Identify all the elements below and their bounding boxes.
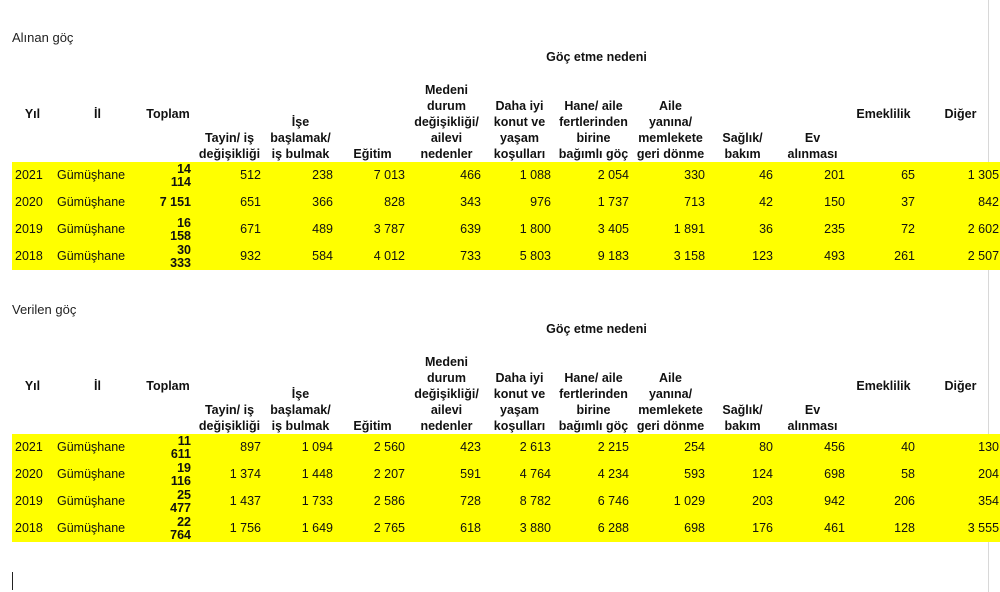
cell-aile: 330	[684, 168, 706, 182]
cell-tayin: 932	[240, 249, 261, 263]
cell-medeni: 728	[460, 494, 481, 508]
cell-medeni: 618	[460, 521, 481, 535]
cell-egitim: 3 787	[373, 222, 405, 236]
table-row	[12, 461, 1000, 488]
cell-hane: 6 746	[597, 494, 629, 508]
cell-diger: 2 602	[967, 222, 1000, 236]
col-il: İl	[94, 379, 101, 393]
cell-toplam: 16 158	[170, 215, 191, 243]
cell-hane: 6 288	[597, 521, 629, 535]
cell-daha: 1 800	[519, 222, 551, 236]
cell-ise: 366	[312, 195, 333, 209]
cell-daha: 1 088	[519, 168, 551, 182]
text-cursor	[12, 572, 13, 590]
cell-yil: 2020	[15, 467, 43, 481]
cell-daha: 3 880	[519, 521, 551, 535]
cell-saglik: 46	[759, 168, 774, 182]
cell-aile: 254	[684, 440, 706, 454]
col-yil: Yıl	[24, 379, 41, 393]
cell-emeklilik: 58	[901, 467, 916, 481]
alinan-goc-table	[12, 48, 1000, 270]
cell-diger: 130	[978, 440, 1000, 454]
cell-tayin: 1 756	[229, 521, 261, 535]
cell-egitim: 7 013	[373, 168, 405, 182]
cell-aile: 3 158	[673, 249, 706, 263]
table-row	[12, 189, 1000, 216]
cell-hane: 4 234	[597, 467, 629, 481]
col-yil: Yıl	[24, 107, 41, 121]
col-daha: Daha iyi konut ve yaşam koşulları	[493, 99, 546, 161]
col-tayin: Tayin/ iş değişikliği	[198, 403, 261, 433]
cell-diger: 1 305	[967, 168, 1000, 182]
cell-toplam: 22 764	[170, 514, 191, 542]
table-row	[12, 488, 1000, 515]
col-emeklilik: Emeklilik	[856, 107, 911, 121]
col-egitim: Eğitim	[353, 419, 392, 433]
cell-yil: 2019	[15, 222, 43, 236]
cell-emeklilik: 65	[901, 168, 916, 182]
col-ev: Ev alınması	[787, 403, 838, 433]
cell-medeni: 639	[460, 222, 481, 236]
cell-medeni: 733	[460, 249, 481, 263]
col-hane: Hane/ aile fertlerinden birine bağımlı göç	[558, 99, 629, 161]
header-row-group	[12, 48, 1000, 66]
cell-emeklilik: 40	[901, 440, 916, 454]
cell-yil: 2018	[15, 249, 43, 263]
col-tayin: Tayin/ iş değişikliği	[198, 131, 261, 161]
alinan-goc-section	[12, 28, 1000, 270]
cell-ise: 1 448	[301, 467, 333, 481]
cell-ev: 493	[824, 249, 846, 263]
cell-hane: 2 215	[597, 440, 629, 454]
cell-ise: 1 649	[301, 521, 333, 535]
cell-tayin: 1 374	[229, 467, 261, 481]
cell-yil: 2019	[15, 494, 43, 508]
col-ise: İşe başlamak/ iş bulmak	[270, 387, 331, 433]
cell-ise: 1 733	[301, 494, 333, 508]
col-ev: Ev alınması	[787, 131, 838, 161]
cell-tayin: 1 437	[229, 494, 261, 508]
cell-tayin: 671	[240, 222, 261, 236]
col-diger: Diğer	[944, 107, 977, 121]
cell-hane: 2 054	[597, 168, 629, 182]
cell-hane: 9 183	[597, 249, 629, 263]
cell-saglik: 176	[752, 521, 774, 535]
table-row	[12, 216, 1000, 243]
alinan-goc-caption: Alınan göç	[12, 30, 74, 45]
cell-saglik: 203	[752, 494, 774, 508]
cell-ise: 238	[312, 168, 333, 182]
cell-il: Gümüşhane	[57, 222, 126, 236]
cell-tayin: 897	[240, 440, 261, 454]
cell-egitim: 2 586	[373, 494, 405, 508]
cell-il: Gümüşhane	[57, 249, 126, 263]
cell-saglik: 80	[759, 440, 774, 454]
cell-ev: 201	[824, 168, 846, 182]
header-row	[12, 338, 1000, 434]
cell-egitim: 828	[384, 195, 405, 209]
table-row	[12, 162, 1000, 189]
cell-egitim: 2 560	[373, 440, 405, 454]
cell-daha: 5 803	[519, 249, 551, 263]
cell-diger: 842	[978, 195, 1000, 209]
header-row	[12, 66, 1000, 162]
cell-hane: 3 405	[597, 222, 629, 236]
table-row	[12, 434, 1000, 461]
cell-il: Gümüşhane	[57, 494, 126, 508]
cell-yil: 2018	[15, 521, 43, 535]
cell-saglik: 36	[759, 222, 774, 236]
col-aile: Aile yanına/ memlekete geri dönme	[636, 99, 705, 161]
cell-daha: 2 613	[519, 440, 551, 454]
cell-ise: 489	[312, 222, 333, 236]
cell-toplam: 11 611	[170, 433, 191, 461]
header-row-group	[12, 320, 1000, 338]
cell-ev: 942	[824, 494, 846, 508]
cell-toplam: 7 151	[159, 195, 191, 209]
cell-aile: 698	[684, 521, 706, 535]
cell-emeklilik: 261	[894, 249, 916, 263]
cell-ise: 584	[312, 249, 333, 263]
verilen-goc-caption: Verilen göç	[12, 302, 77, 317]
cell-il: Gümüşhane	[57, 467, 126, 481]
cell-saglik: 42	[759, 195, 774, 209]
cell-il: Gümüşhane	[57, 195, 126, 209]
cell-toplam: 19 116	[170, 460, 191, 488]
cell-hane: 1 737	[597, 195, 629, 209]
table-row	[12, 515, 1000, 542]
cell-diger: 354	[978, 494, 1000, 508]
cell-toplam: 25 477	[170, 487, 191, 515]
cell-ev: 461	[824, 521, 846, 535]
cell-ev: 456	[824, 440, 846, 454]
cell-daha: 4 764	[519, 467, 551, 481]
col-saglik: Sağlık/ bakım	[722, 131, 763, 161]
cell-il: Gümüşhane	[57, 440, 126, 454]
cell-yil: 2021	[15, 168, 43, 182]
col-saglik: Sağlık/ bakım	[722, 403, 763, 433]
cell-il: Gümüşhane	[57, 168, 126, 182]
cell-aile: 593	[684, 467, 706, 481]
cell-egitim: 2 765	[373, 521, 405, 535]
verilen-goc-table	[12, 320, 1000, 542]
cell-emeklilik: 37	[901, 195, 916, 209]
cell-daha: 976	[530, 195, 551, 209]
table-row	[12, 243, 1000, 270]
cell-saglik: 123	[752, 249, 774, 263]
cell-toplam: 30 333	[170, 242, 191, 270]
cell-medeni: 423	[460, 440, 481, 454]
cell-toplam: 14 114	[170, 161, 191, 189]
cell-aile: 1 891	[673, 222, 706, 236]
cell-tayin: 512	[240, 168, 261, 182]
col-toplam: Toplam	[146, 379, 190, 393]
cell-ev: 698	[824, 467, 846, 481]
col-egitim: Eğitim	[353, 147, 392, 161]
col-emeklilik: Emeklilik	[856, 379, 911, 393]
cell-medeni: 466	[460, 168, 481, 182]
cell-yil: 2020	[15, 195, 43, 209]
cell-diger: 3 555	[967, 521, 1000, 535]
col-medeni: Medeni durum değişikliği/ ailevi nedenler	[414, 355, 479, 433]
cell-egitim: 2 207	[373, 467, 405, 481]
cell-ev: 235	[824, 222, 846, 236]
cell-tayin: 651	[240, 195, 261, 209]
col-medeni: Medeni durum değişikliği/ ailevi nedenler	[414, 83, 479, 161]
cell-daha: 8 782	[519, 494, 551, 508]
cell-yil: 2021	[15, 440, 43, 454]
cell-medeni: 591	[460, 467, 481, 481]
cell-diger: 2 507	[967, 249, 1000, 263]
col-daha: Daha iyi konut ve yaşam koşulları	[493, 371, 546, 433]
cell-emeklilik: 72	[901, 222, 916, 236]
verilen-goc-section	[12, 300, 1000, 542]
cell-egitim: 4 012	[373, 249, 405, 263]
col-hane: Hane/ aile fertlerinden birine bağımlı göç	[558, 371, 629, 433]
cell-emeklilik: 206	[894, 494, 916, 508]
col-il: İl	[94, 107, 101, 121]
cell-aile: 1 029	[673, 494, 706, 508]
goc-etme-nedeni-header: Göç etme nedeni	[546, 322, 647, 336]
cell-il: Gümüşhane	[57, 521, 126, 535]
cell-ev: 150	[824, 195, 846, 209]
cell-saglik: 124	[752, 467, 774, 481]
col-toplam: Toplam	[146, 107, 190, 121]
col-aile: Aile yanına/ memlekete geri dönme	[636, 371, 705, 433]
cell-ise: 1 094	[301, 440, 333, 454]
col-ise: İşe başlamak/ iş bulmak	[270, 115, 331, 161]
goc-etme-nedeni-header: Göç etme nedeni	[546, 50, 647, 64]
cell-emeklilik: 128	[894, 521, 916, 535]
col-diger: Diğer	[944, 379, 977, 393]
cell-diger: 204	[978, 467, 1000, 481]
cell-medeni: 343	[460, 195, 481, 209]
cell-aile: 713	[684, 195, 706, 209]
